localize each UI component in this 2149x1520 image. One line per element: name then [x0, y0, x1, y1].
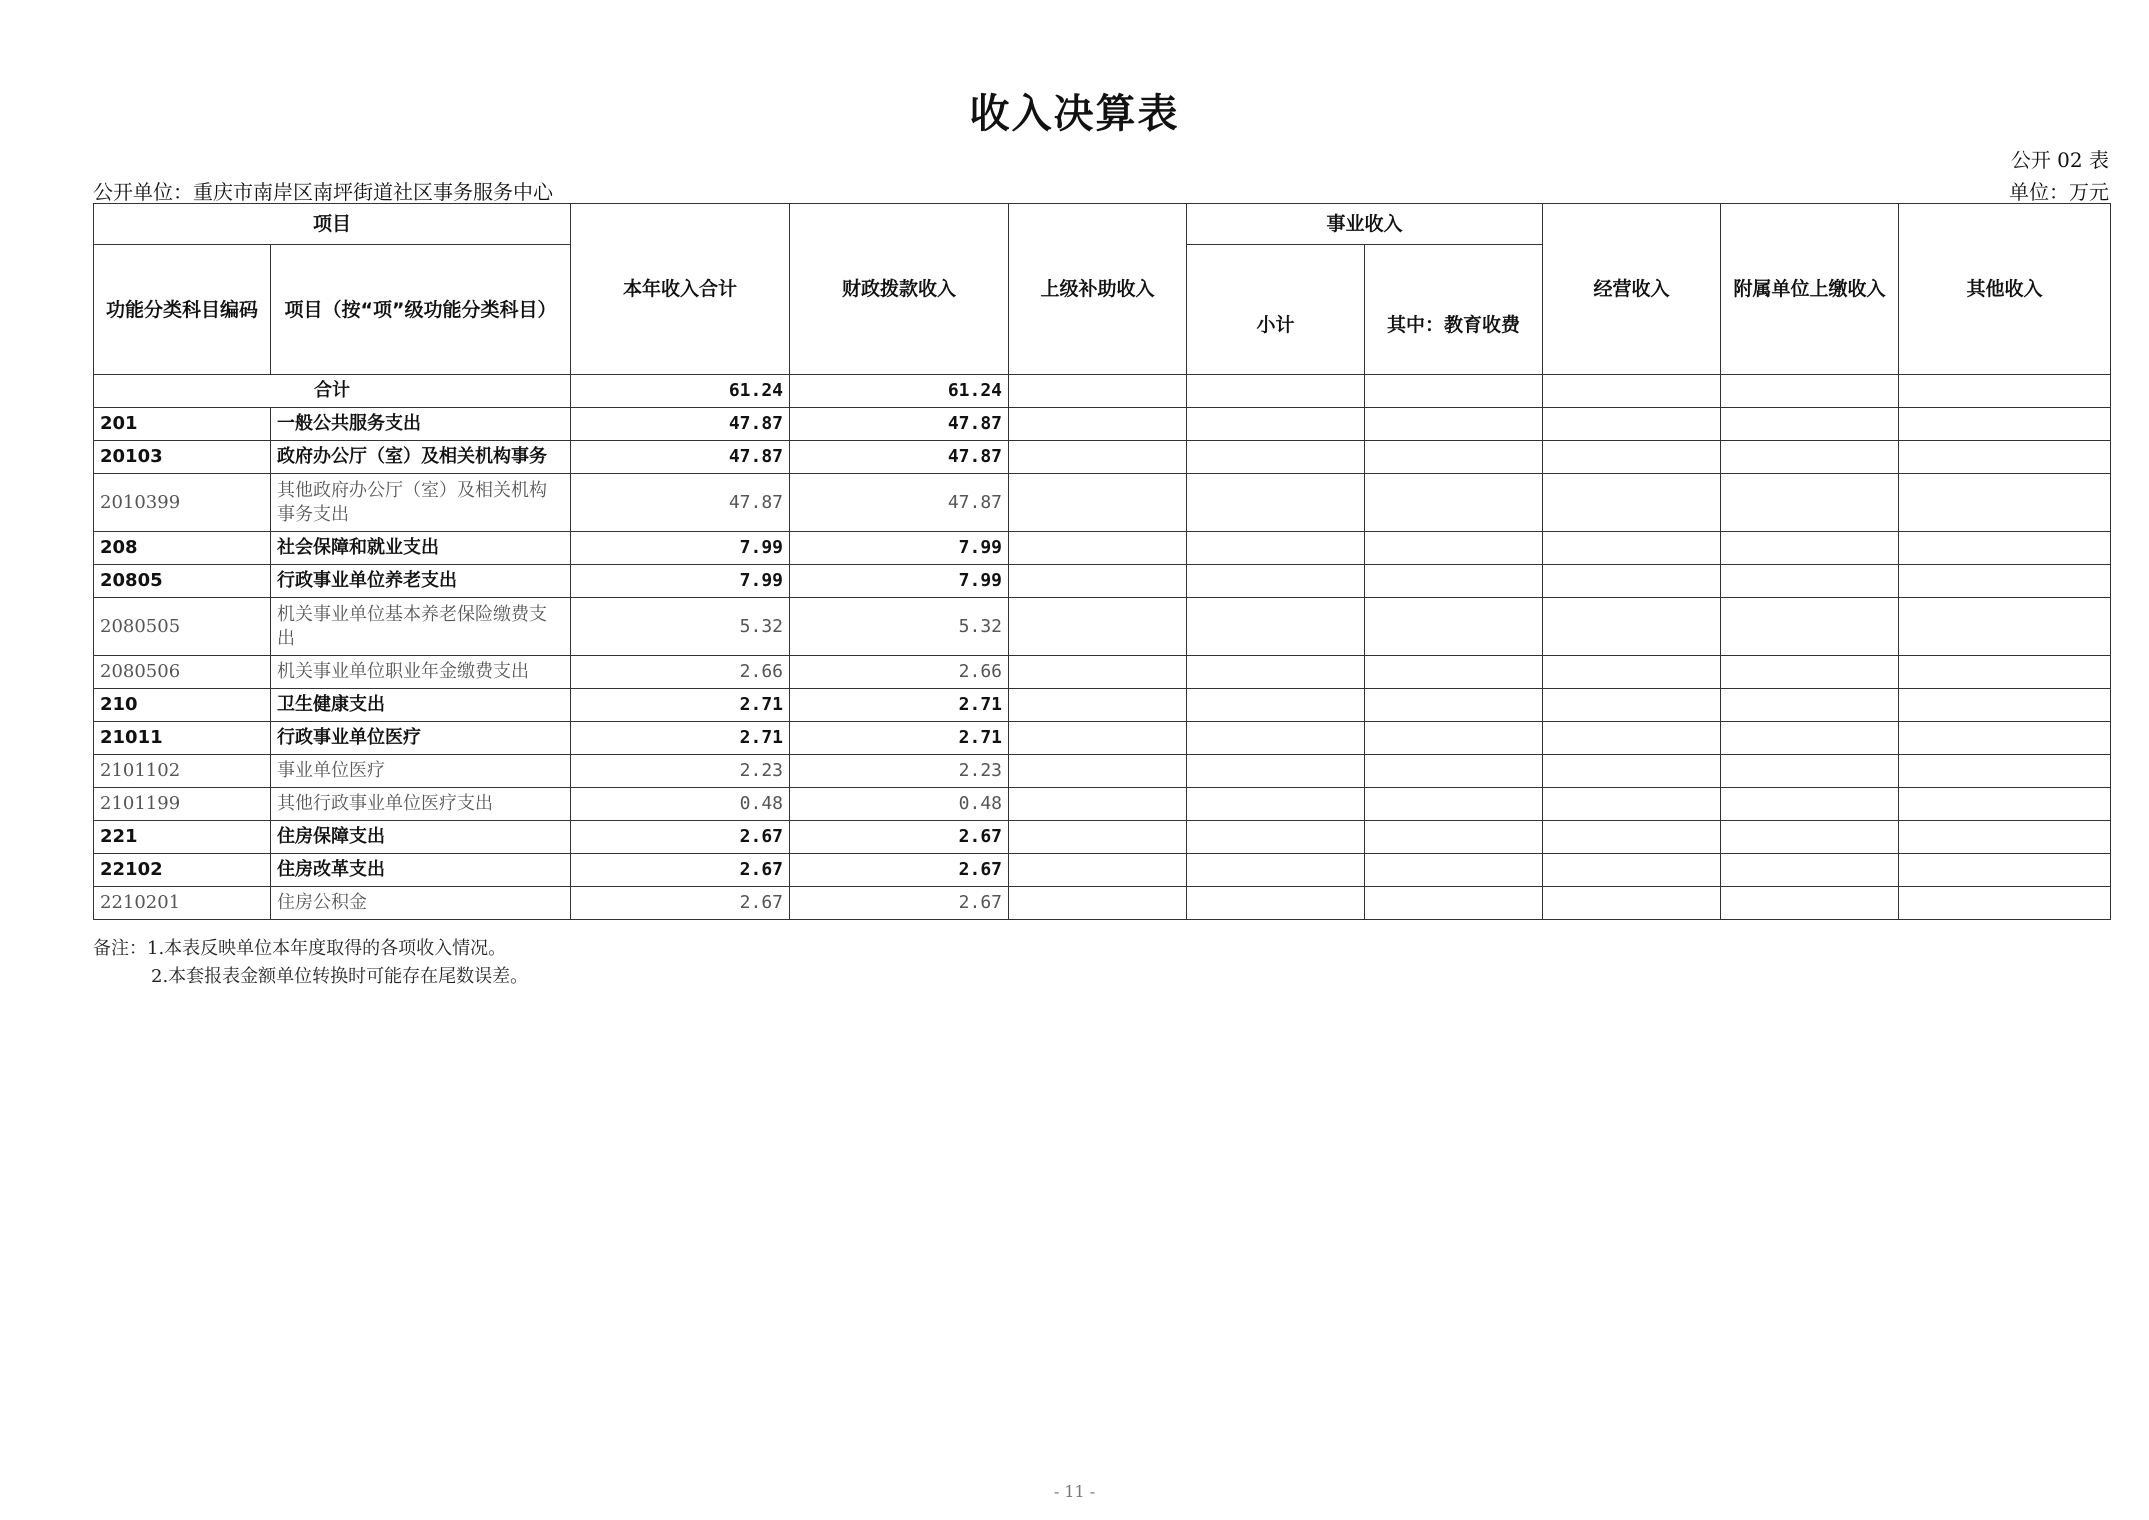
empty-cell	[1899, 532, 2111, 565]
empty-cell	[1009, 474, 1187, 532]
empty-cell	[1009, 755, 1187, 788]
empty-cell	[1365, 722, 1543, 755]
empty-cell	[1543, 887, 1721, 920]
table-row: 2080505 机关事业单位基本养老保险缴费支出 5.32 5.32	[94, 598, 2111, 656]
empty-cell	[1187, 474, 1365, 532]
empty-cell	[1899, 821, 2111, 854]
empty-cell	[1187, 441, 1365, 474]
empty-cell	[1543, 408, 1721, 441]
empty-cell	[1365, 755, 1543, 788]
table-row: 221 住房保障支出 2.67 2.67	[94, 821, 2111, 854]
empty-cell	[1721, 788, 1899, 821]
empty-cell	[1365, 408, 1543, 441]
empty-cell	[1543, 689, 1721, 722]
empty-cell	[1187, 598, 1365, 656]
empty-cell	[1899, 441, 2111, 474]
table-row: 22102 住房改革支出 2.67 2.67	[94, 854, 2111, 887]
empty-cell	[1365, 532, 1543, 565]
note-line-2: 2.本套报表金额单位转换时可能存在尾数误差。	[151, 966, 529, 987]
amount-unit: 单位：万元	[2009, 180, 2109, 204]
table-row: 21011 行政事业单位医疗 2.71 2.71	[94, 722, 2111, 755]
empty-cell	[1543, 532, 1721, 565]
empty-cell	[1899, 689, 2111, 722]
empty-cell	[1009, 598, 1187, 656]
empty-cell	[1009, 656, 1187, 689]
empty-cell	[1187, 565, 1365, 598]
empty-cell	[1899, 887, 2111, 920]
empty-cell	[1899, 722, 2111, 755]
empty-cell	[1365, 887, 1543, 920]
empty-cell	[1543, 441, 1721, 474]
empty-cell	[1543, 598, 1721, 656]
empty-cell	[1899, 408, 2111, 441]
table-row: 201 一般公共服务支出 47.87 47.87	[94, 408, 2111, 441]
empty-cell	[1365, 656, 1543, 689]
empty-cell	[1365, 854, 1543, 887]
empty-cell	[1721, 565, 1899, 598]
empty-cell	[1009, 821, 1187, 854]
header-operating: 经营收入	[1543, 204, 1721, 375]
empty-cell	[1009, 887, 1187, 920]
empty-cell	[1543, 656, 1721, 689]
page-number: - 11 -	[1053, 1482, 1096, 1501]
empty-cell	[1721, 722, 1899, 755]
total-income-value: 61.24	[571, 375, 790, 408]
table-row: 20103 政府办公厅（室）及相关机构事务 47.87 47.87	[94, 441, 2111, 474]
header-subtotal: 小计	[1187, 245, 1365, 375]
table-row: 20805 行政事业单位养老支出 7.99 7.99	[94, 565, 2111, 598]
empty-cell	[1009, 854, 1187, 887]
empty-cell	[1365, 598, 1543, 656]
header-affiliated: 附属单位上缴收入	[1721, 204, 1899, 375]
empty-cell	[1009, 441, 1187, 474]
table-row: 2210201 住房公积金 2.67 2.67	[94, 887, 2111, 920]
empty-cell	[1009, 689, 1187, 722]
empty-cell	[1721, 689, 1899, 722]
page-title: 收入决算表	[969, 91, 1180, 137]
empty-cell	[1009, 565, 1187, 598]
header-business-income: 事业收入	[1187, 204, 1543, 245]
table-row: 208 社会保障和就业支出 7.99 7.99	[94, 532, 2111, 565]
empty-cell	[1721, 821, 1899, 854]
reporting-unit: 公开单位：重庆市南岸区南坪街道社区事务服务中心	[93, 180, 553, 204]
empty-cell	[1543, 722, 1721, 755]
empty-cell	[1187, 532, 1365, 565]
empty-cell	[1721, 656, 1899, 689]
empty-cell	[1721, 532, 1899, 565]
empty-cell	[1721, 598, 1899, 656]
empty-cell	[1721, 408, 1899, 441]
empty-cell	[1187, 821, 1365, 854]
empty-cell	[1187, 755, 1365, 788]
header-code: 功能分类科目编码	[94, 245, 271, 375]
empty-cell	[1899, 565, 2111, 598]
table-row-total	[94, 375, 2111, 408]
header-superior: 上级补助收入	[1009, 204, 1187, 375]
empty-cell	[1543, 474, 1721, 532]
empty-cell	[1009, 722, 1187, 755]
empty-cell	[1365, 689, 1543, 722]
empty-cell	[1187, 722, 1365, 755]
empty-cell	[1721, 755, 1899, 788]
empty-cell	[1721, 854, 1899, 887]
empty-cell	[1899, 788, 2111, 821]
header-total-income: 本年收入合计	[571, 204, 790, 375]
empty-cell	[1009, 408, 1187, 441]
empty-cell	[1543, 755, 1721, 788]
table-number: 公开 02 表	[2010, 148, 2109, 172]
table-row: 2010399 其他政府办公厅（室）及相关机构事务支出 47.87 47.87	[94, 474, 2111, 532]
empty-cell	[1899, 598, 2111, 656]
empty-cell	[1187, 854, 1365, 887]
empty-cell	[1899, 854, 2111, 887]
table-row: 210 卫生健康支出 2.71 2.71	[94, 689, 2111, 722]
notes	[93, 935, 528, 991]
header-name: 项目（按“项”级功能分类科目）	[271, 245, 571, 375]
total-fiscal-value: 61.24	[790, 375, 1009, 408]
empty-cell	[1365, 441, 1543, 474]
empty-cell	[1543, 565, 1721, 598]
empty-cell	[1899, 474, 2111, 532]
empty-cell	[1187, 689, 1365, 722]
header-fiscal: 财政拨款收入	[790, 204, 1009, 375]
empty-cell	[1543, 788, 1721, 821]
empty-cell	[1365, 565, 1543, 598]
table-row: 2101199 其他行政事业单位医疗支出 0.48 0.48	[94, 788, 2111, 821]
total-label: 合计	[94, 375, 571, 408]
empty-cell	[1009, 788, 1187, 821]
empty-cell	[1187, 887, 1365, 920]
table-row: 2080506 机关事业单位职业年金缴费支出 2.66 2.66	[94, 656, 2111, 689]
note-line-1: 备注：1.本表反映单位本年度取得的各项收入情况。	[93, 938, 507, 959]
empty-cell	[1721, 441, 1899, 474]
empty-cell	[1365, 788, 1543, 821]
empty-cell	[1899, 656, 2111, 689]
empty-cell	[1365, 821, 1543, 854]
header-education-fee: 其中：教育收费	[1365, 245, 1543, 375]
empty-cell	[1187, 656, 1365, 689]
empty-cell	[1899, 755, 2111, 788]
empty-cell	[1009, 532, 1187, 565]
empty-cell	[1543, 854, 1721, 887]
empty-cell	[1187, 408, 1365, 441]
header-project: 项目	[94, 204, 571, 245]
empty-cell	[1543, 821, 1721, 854]
header-other: 其他收入	[1899, 204, 2111, 375]
income-table	[93, 203, 2111, 920]
empty-cell	[1721, 887, 1899, 920]
empty-cell	[1721, 474, 1899, 532]
empty-cell	[1187, 788, 1365, 821]
table-row: 2101102 事业单位医疗 2.23 2.23	[94, 755, 2111, 788]
empty-cell	[1365, 474, 1543, 532]
